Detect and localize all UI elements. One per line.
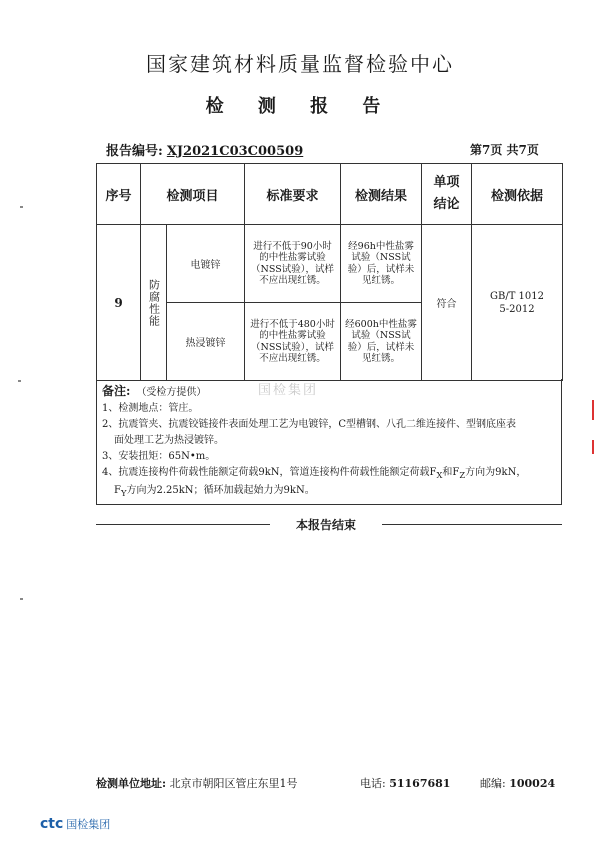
address-value: 北京市朝阳区管庄东里1号 <box>169 777 298 790</box>
phone-label: 电话: <box>360 777 386 790</box>
basis-cell <box>472 225 563 381</box>
seq-cell: 9 <box>97 225 141 381</box>
footer-phone <box>360 775 450 791</box>
note-item-4-cont <box>102 483 557 501</box>
phone-value: 51167681 <box>389 777 451 790</box>
report-number-value: XJ2021C03C00509 <box>166 144 304 159</box>
report-number-label: 报告编号: <box>106 144 163 159</box>
item-cell-2: 热浸镀锌 <box>167 303 245 381</box>
postcode-label: 邮编: <box>480 777 506 790</box>
requirement-cell-2: 进行不低于480小时的中性盐雾试验（NSS试验），试样不应出现红锈。 <box>245 303 341 381</box>
footer-postcode <box>480 775 555 791</box>
result-cell-1: 经96h中性盐雾试验（NSS试验）后，试样未见红锈。 <box>341 225 422 303</box>
seal-edge-mark <box>592 400 594 420</box>
note-item-text: F <box>114 485 121 496</box>
notes-section <box>96 379 562 505</box>
header-result: 检测结果 <box>341 164 422 225</box>
organization-title: 国家建筑材料质量监督检验中心 <box>146 52 454 76</box>
company-logo <box>40 816 110 832</box>
requirement-cell-1: 进行不低于90小时的中性盐雾试验（NSS试验），试样不应出现红锈。 <box>245 225 341 303</box>
footer-address <box>96 775 298 791</box>
header-seq: 序号 <box>97 164 141 225</box>
note-item: 3、安装扭矩：65N•m。 <box>102 451 216 462</box>
notes-subtitle: （受检方提供） <box>136 387 207 398</box>
watermark-text: 国检集团 <box>258 383 319 398</box>
report-number <box>106 140 303 159</box>
note-subscript-z: Z <box>459 470 466 480</box>
result-cell-2: 经600h中性盐雾试验（NSS试验）后，试样未见红锈。 <box>341 303 422 381</box>
document-title: 检 测 报 告 <box>205 96 395 117</box>
header-requirement: 标准要求 <box>245 164 341 225</box>
conclusion-cell: 符合 <box>422 225 472 381</box>
note-subscript-x: X <box>436 470 443 480</box>
category-label: 防腐性能 <box>147 278 161 327</box>
scan-artifact <box>20 598 23 600</box>
table-row <box>97 225 563 303</box>
basis-text: GB/T 10125-2012 <box>490 290 545 315</box>
notes-heading <box>102 383 557 401</box>
logo-mark: ctc <box>40 816 64 832</box>
scan-artifact <box>18 380 21 382</box>
category-cell <box>141 225 167 381</box>
scan-artifact <box>20 206 23 208</box>
notes-title: 备注: <box>102 384 131 398</box>
note-item: 面处理工艺为热浸镀锌。 <box>114 435 224 446</box>
address-label: 检测单位地址: <box>96 777 167 790</box>
page-info: 第7页 共7页 <box>470 143 539 157</box>
table-header-row <box>97 164 563 225</box>
note-item: 2、抗震管夹、抗震铰链接件表面处理工艺为电镀锌，C型槽钢、八孔二维连接件、型钢底座表 <box>102 419 517 430</box>
note-item-text: 和F <box>442 467 460 478</box>
end-of-report: 本报告结束 <box>270 516 382 533</box>
note-item-4 <box>102 465 557 483</box>
note-item: 1、检测地点：管庄。 <box>102 403 199 414</box>
item-cell-1: 电镀锌 <box>167 225 245 303</box>
seal-edge-mark <box>592 440 594 454</box>
results-table <box>96 163 563 381</box>
note-item-text: 4、抗震连接构件荷载性能额定荷载9kN，管道连接构件荷载性能额定荷载F <box>102 467 437 478</box>
header-conclusion: 单项 结论 <box>422 164 472 225</box>
note-subscript-y: Y <box>120 488 127 498</box>
header-item: 检测项目 <box>141 164 245 225</box>
header-basis: 检测依据 <box>472 164 563 225</box>
logo-name: 国检集团 <box>66 818 111 831</box>
postcode-value: 100024 <box>509 777 556 790</box>
note-item-text: 方向为9kN， <box>465 467 527 478</box>
note-item-text: 方向为2.25kN；循环加载起始力为9kN。 <box>126 485 315 496</box>
